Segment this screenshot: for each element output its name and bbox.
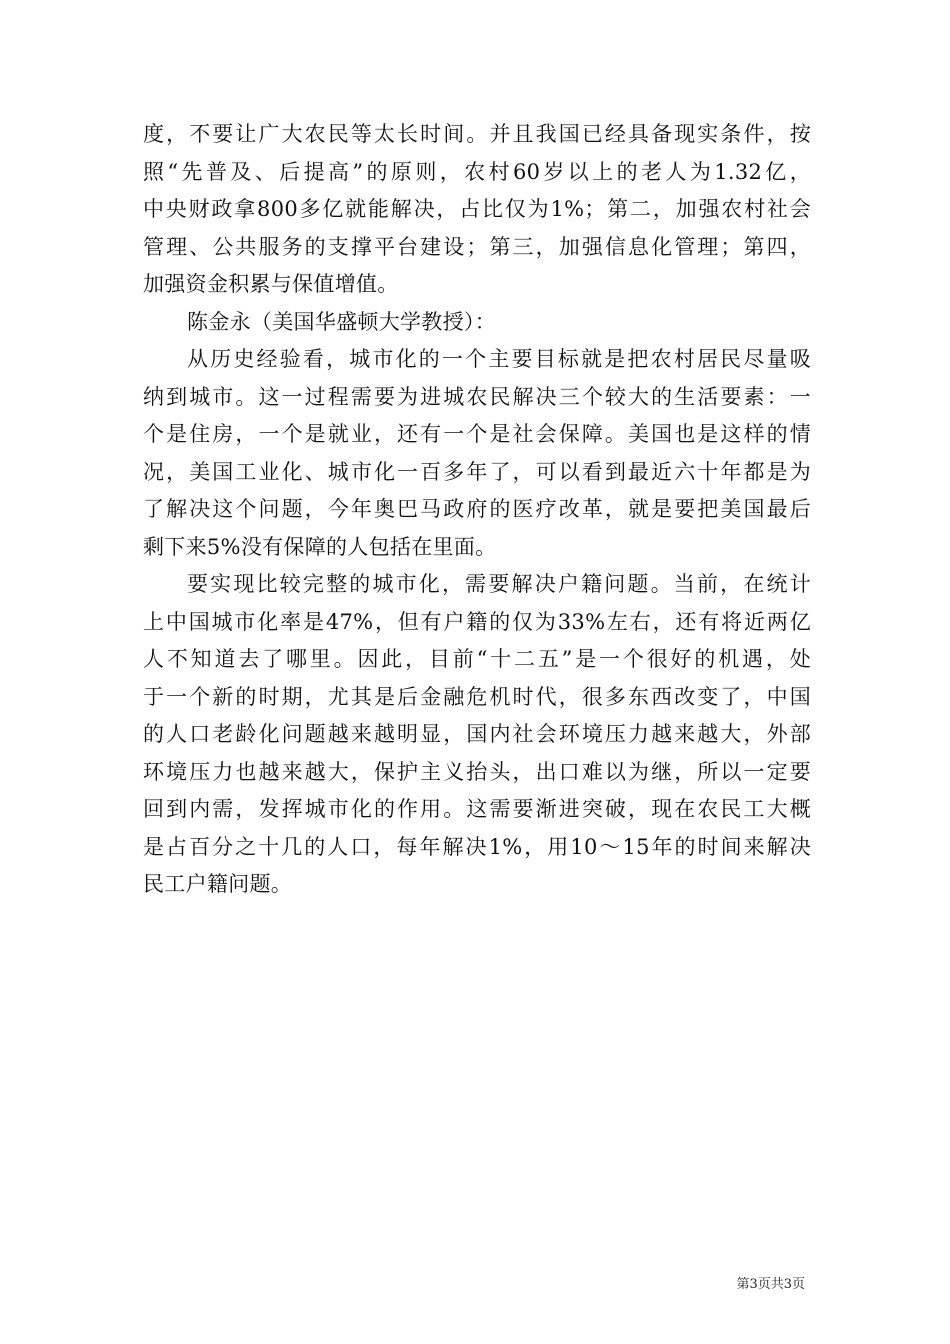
speaker-heading: 陈金永（美国华盛顿大学教授）： xyxy=(187,309,496,334)
text-line: 的人口老龄化问题越来越明显，国内社会环境压力越来越大，外部 xyxy=(143,722,811,746)
text-line: 要实现比较完整的城市化，需要解决户籍问题。当前，在统计 xyxy=(187,572,811,596)
body-text xyxy=(143,116,811,904)
text-line: 民工户籍问题。 xyxy=(143,872,293,896)
text-line: 剩下来5%没有保障的人包括在里面。 xyxy=(143,534,497,559)
text-line: 况，美国工业化、城市化一百多年了，可以看到最近六十年都是为 xyxy=(143,459,811,484)
text-line: 加强资金积累与保值增值。 xyxy=(143,272,399,296)
text-line: 度，不要让广大农民等太长时间。并且我国已经具备现实条件，按 xyxy=(143,122,811,146)
text-line: 纳到城市。这一过程需要为进城农民解决三个较大的生活要素：一 xyxy=(143,384,811,409)
text-line: 回到内需，发挥城市化的作用。这需要渐进突破，现在农民工大概 xyxy=(143,797,811,821)
text-line: 是占百分之十几的人口，每年解决1%，用10～15年的时间来解决 xyxy=(143,834,811,859)
text-line: 人不知道去了哪里。因此，目前“十二五”是一个很好的机遇，处 xyxy=(143,647,811,671)
text-line: 管理、公共服务的支撑平台建设；第三，加强信息化管理；第四， xyxy=(143,234,811,259)
text-line: 从历史经验看，城市化的一个主要目标就是把农村居民尽量吸 xyxy=(187,347,811,371)
page-number: 第3页共3页 xyxy=(736,1277,805,1292)
text-line: 中央财政拿800多亿就能解决，占比仅为1%；第二，加强农村社会 xyxy=(143,197,811,221)
text-line: 照“先普及、后提高”的原则，农村60岁以上的老人为1.32亿， xyxy=(143,159,811,184)
text-line: 环境压力也越来越大，保护主义抬头，出口难以为继，所以一定要 xyxy=(143,759,811,784)
text-line: 上中国城市化率是47%，但有户籍的仅为33%左右，还有将近两亿 xyxy=(143,609,811,634)
text-line: 个是住房，一个是就业，还有一个是社会保障。美国也是这样的情 xyxy=(143,422,811,446)
text-line: 于一个新的时期，尤其是后金融危机时代，很多东西改变了，中国 xyxy=(143,684,811,709)
text-line: 了解决这个问题，今年奥巴马政府的医疗改革，就是要把美国最后 xyxy=(143,497,811,521)
